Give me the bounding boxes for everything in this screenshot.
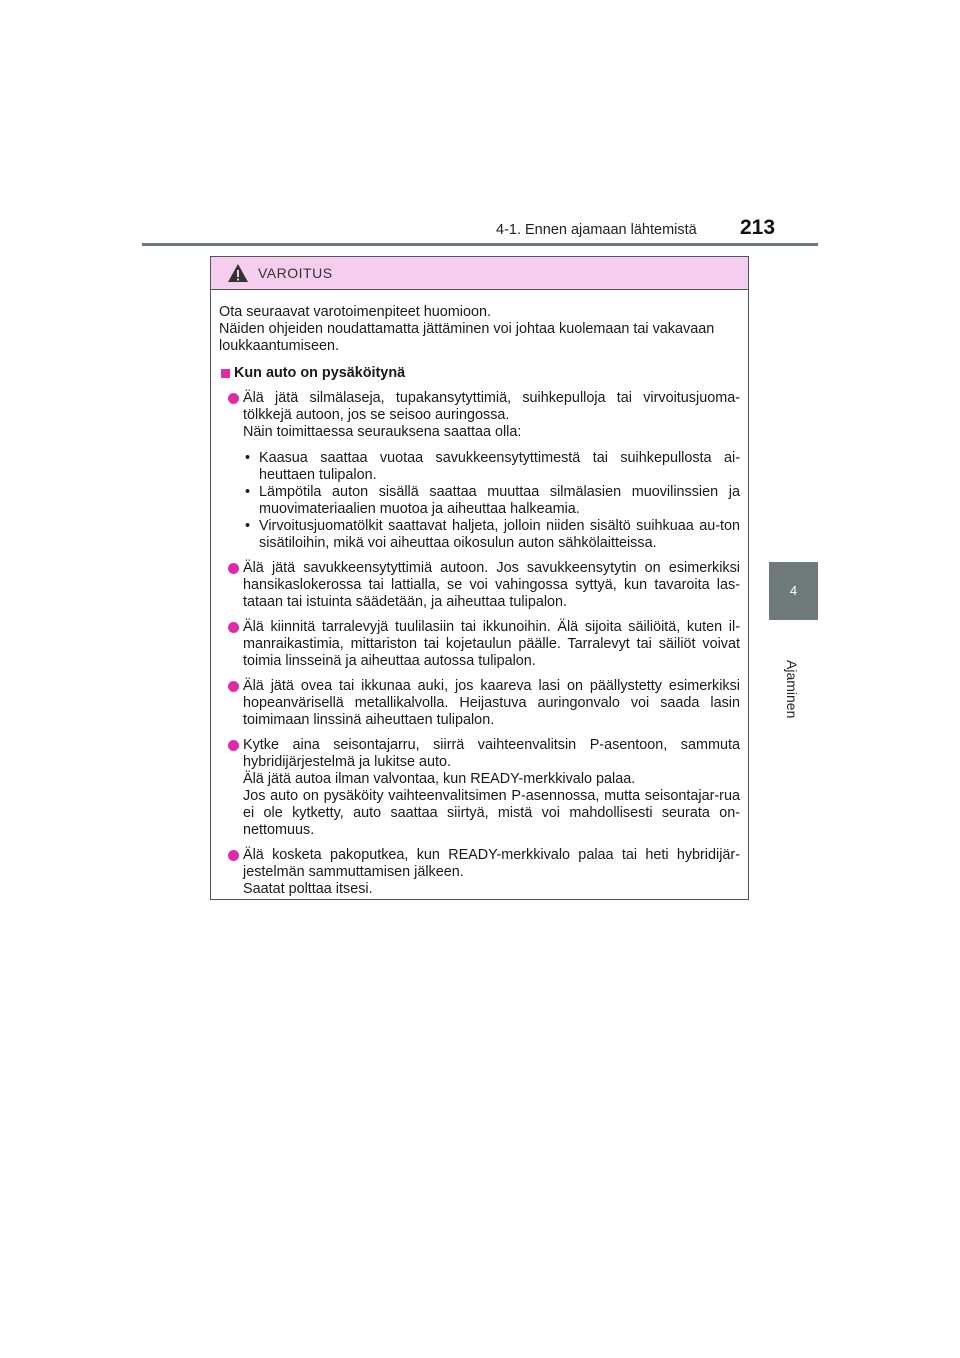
warning-body (211, 290, 748, 898)
warning-box (210, 256, 749, 900)
sub-list (243, 450, 740, 552)
page-number: 213 (740, 216, 776, 239)
item-text: Älä jätä savukkeensytyttimiä autoon. Jos savukkeensytytin on esimerkiksi hansikaslokerossa tai lattialla, se voi vahingossa syttyä, kun tavaroita las-tataan tai istuinta säädetään, ja aiheuttaa tulipalon. (243, 560, 740, 610)
item-text: Jos auto on pysäköity vaihteenvalitsimen P-asennossa, mutta seisontajar-rua ei ole kytketty, auto saattaa siirtyä, mistä voi mahdollisesti seurata on-nettomuus. (243, 788, 740, 838)
warning-item (219, 737, 740, 839)
warning-item (219, 847, 740, 898)
sub-bullet: • (245, 518, 251, 534)
warning-item (219, 678, 740, 729)
warning-item (219, 390, 740, 552)
sub-item-text: Lämpötila auton sisällä saattaa muuttaa silmälasien muovilinssien ja muovimateriaalien muotoa ja aiheuttaa halkeamia. (259, 484, 740, 517)
item-text: Älä jätä autoa ilman valvontaa, kun READY-merkkivalo palaa. (243, 771, 636, 787)
item-text: Älä jätä ovea tai ikkunaa auki, jos kaareva lasi on päällystetty esimerkiksi hopeanvärisellä metallikalvolla. Heijastuva auringonvalo voi saada lasin toimimaan linssinä aiheuttaen tulipalon. (243, 678, 740, 728)
warning-title: VAROITUS (258, 265, 333, 281)
sub-item (243, 484, 740, 518)
sub-item (243, 450, 740, 484)
item-text: Älä jätä silmälaseja, tupakansytyttimiä, suihkepulloja tai virvoitusjuoma-tölkkejä autoon, jos se seisoo auringossa. (243, 390, 740, 423)
warning-item (219, 619, 740, 670)
section-title (219, 365, 740, 382)
item-text: Saatat polttaa itsesi. (243, 881, 373, 897)
header-divider (142, 243, 818, 246)
chapter-tab: 4 (769, 562, 818, 620)
sub-bullet: • (245, 450, 251, 466)
sub-item (243, 518, 740, 552)
warning-intro (219, 304, 740, 355)
sub-item-text: Kaasua saattaa vuotaa savukkeensytyttimestä tai suihkepullosta ai-heuttaen tulipalon. (259, 450, 740, 483)
round-bullet-icon (228, 740, 239, 751)
round-bullet-icon (228, 563, 239, 574)
sub-bullet: • (245, 484, 251, 500)
section-title-text: Kun auto on pysäköitynä (234, 365, 406, 381)
item-text: Älä kiinnitä tarralevyjä tuulilasiin tai ikkunoihin. Älä sijoita säiliöitä, kuten il-manraikastimia, mittariston tai kojetaulun päälle. Tarralevyt tai säiliöt voivat toimia linsseinä ja aiheuttaa autossa tulipalon. (243, 619, 740, 669)
item-text: Älä kosketa pakoputkea, kun READY-merkkivalo palaa tai heti hybridijär-jestelmän sammuttamisen jälkeen. (243, 847, 740, 880)
warning-triangle-icon (227, 263, 249, 283)
sub-item-text: Virvoitusjuomatölkit saattavat haljeta, jolloin niiden sisältö suihkuaa au-ton sisätiloihin, mikä voi aiheuttaa oikosulun auton sähkölaitteissa. (259, 518, 740, 551)
square-bullet-icon (221, 369, 230, 378)
warning-item (219, 560, 740, 611)
warning-header (211, 257, 748, 290)
item-text: Näin toimittaessa seurauksena saattaa olla: (243, 424, 522, 440)
item-text: Kytke aina seisontajarru, siirrä vaihteenvalitsin P-asentoon, sammuta hybridijärjestelmä ja lukitse auto. (243, 737, 740, 770)
round-bullet-icon (228, 850, 239, 861)
chapter-label: Ajaminen (784, 660, 800, 719)
round-bullet-icon (228, 681, 239, 692)
round-bullet-icon (228, 622, 239, 633)
intro-line: Näiden ohjeiden noudattamatta jättäminen voi johtaa kuolemaan tai vakavaan loukkaantumiseen. (219, 321, 715, 354)
section-header: 4-1. Ennen ajamaan lähtemistä (496, 222, 697, 238)
intro-line: Ota seuraavat varotoimenpiteet huomioon. (219, 304, 491, 320)
round-bullet-icon (228, 393, 239, 404)
